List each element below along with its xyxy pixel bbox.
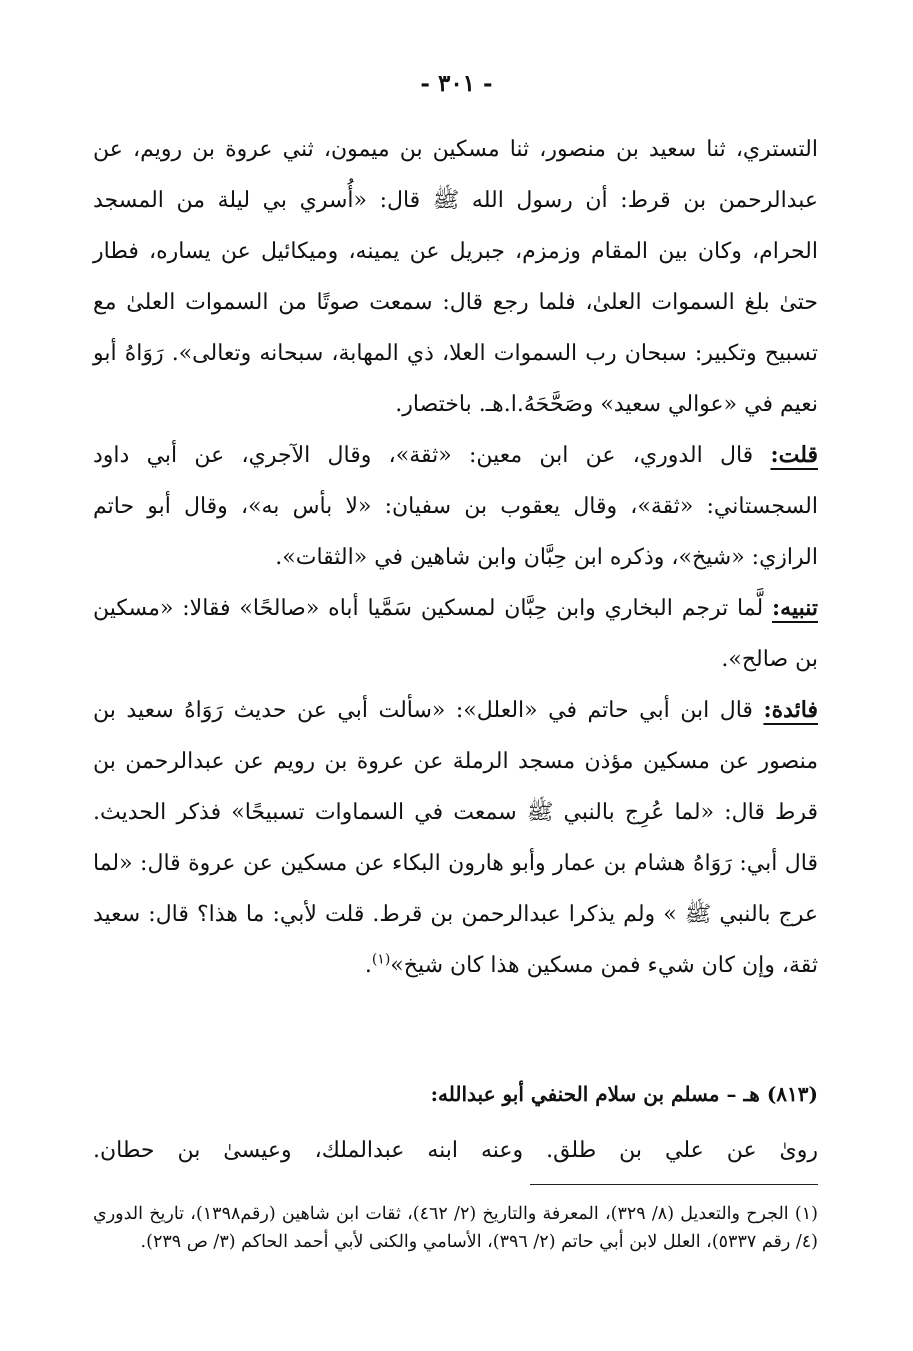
footnote-reference[interactable]: (١)	[371, 951, 391, 968]
footnote-item	[93, 1200, 818, 1256]
paragraph-faida	[93, 685, 818, 991]
label-tanbih: تنبيه:	[772, 595, 818, 621]
paragraph-faida-end: .	[364, 953, 372, 978]
page-number: - ٣٠١ -	[420, 70, 493, 97]
footnote-divider	[530, 1184, 818, 1185]
paragraph-tanbih-text: لَّما ترجم البخاري وابن حِبَّان لمسكين سَمَّيا أباه «صالحًا» فقالا: «مسكين بن صالح».	[93, 596, 818, 672]
footnote-marker: (١)	[794, 1204, 818, 1224]
entry-title: هـ – مسلم بن سلام الحنفي أبو عبدالله:	[430, 1082, 760, 1106]
paragraph-narration: التستري، ثنا سعيد بن منصور، ثنا مسكين بن ميمون، ثني عروة بن رويم، عن عبدالرحمن بن قرط: أن رسول الله ﷺ قال: «أُسري بي ليلة من المسجد الحرام، وكان بين المقام وزمزم، جبريل عن يمينه، وميكائيل عن يساره، فطار حتىٰ بلغ السموات العلىٰ، فلما رجع قال: سمعت صوتًا من السموات العلىٰ مع تسبيح وتكبير: سبحان رب السموات العلا، ذي المهابة، سبحانه وتعالى». رَوَاهُ أبو نعيم في «عوالي سعيد» وصَحَّحَهُ.ا.هـ. باختصار.	[93, 137, 818, 417]
label-faida: فائدة:	[763, 697, 818, 723]
label-qult: قلت:	[770, 442, 818, 468]
paragraph-qult-text: قال الدوري، عن ابن معين: «ثقة»، وقال الآجري، عن أبي داود السجستاني: «ثقة»، وقال يعقوب بن سفيان: «لا بأس به»، وقال أبو حاتم الرازي: «شيخ»، وذكره ابن حِبَّان وابن شاهين في «الثقات».	[93, 443, 818, 570]
entry-number: (٨١٣)	[766, 1082, 818, 1106]
footnote-text: الجرح والتعديل (٨/ ٣٢٩)، المعرفة والتاريخ (٢/ ٤٦٢)، ثقات ابن شاهين (رقم١٣٩٨)، تاريخ الدوري (٤/ رقم ٥٣٣٧)، العلل لابن أبي حاتم (٢/ ٣٩٦)، الأسامي والكنى لأبي أحمد الحاكم (٣/ ص ٢٣٩).	[93, 1204, 818, 1252]
entry-heading	[93, 1074, 818, 1114]
paragraph-tanbih	[93, 583, 818, 685]
main-text	[93, 124, 818, 991]
paragraph-qult	[93, 430, 818, 583]
paragraph-faida-text: قال ابن أبي حاتم في «العلل»: «سألت أبي عن حديث رَوَاهُ سعيد بن منصور عن مسكين مؤذن مسجد الرملة عن عروة بن رويم عن عبدالرحمن بن قرط قال: «لما عُرِج بالنبي ﷺ سمعت في السماوات تسبيحًا» فذكر الحديث. قال أبي: رَوَاهُ هشام بن عمار وأبو هارون البكاء عن مسكين عن عروة قال: «لما عرج بالنبي ﷺ » ولم يذكرا عبدالرحمن بن قرط. قلت لأبي: ما هذا؟ قال: سعيد ثقة، وإن كان شيء فمن مسكين هذا كان شيخ»	[93, 698, 818, 978]
footnotes	[93, 1200, 818, 1256]
entry-text: روىٰ عن علي بن طلق. وعنه ابنه عبدالملك، وعيسىٰ بن حطان.	[93, 1138, 818, 1163]
